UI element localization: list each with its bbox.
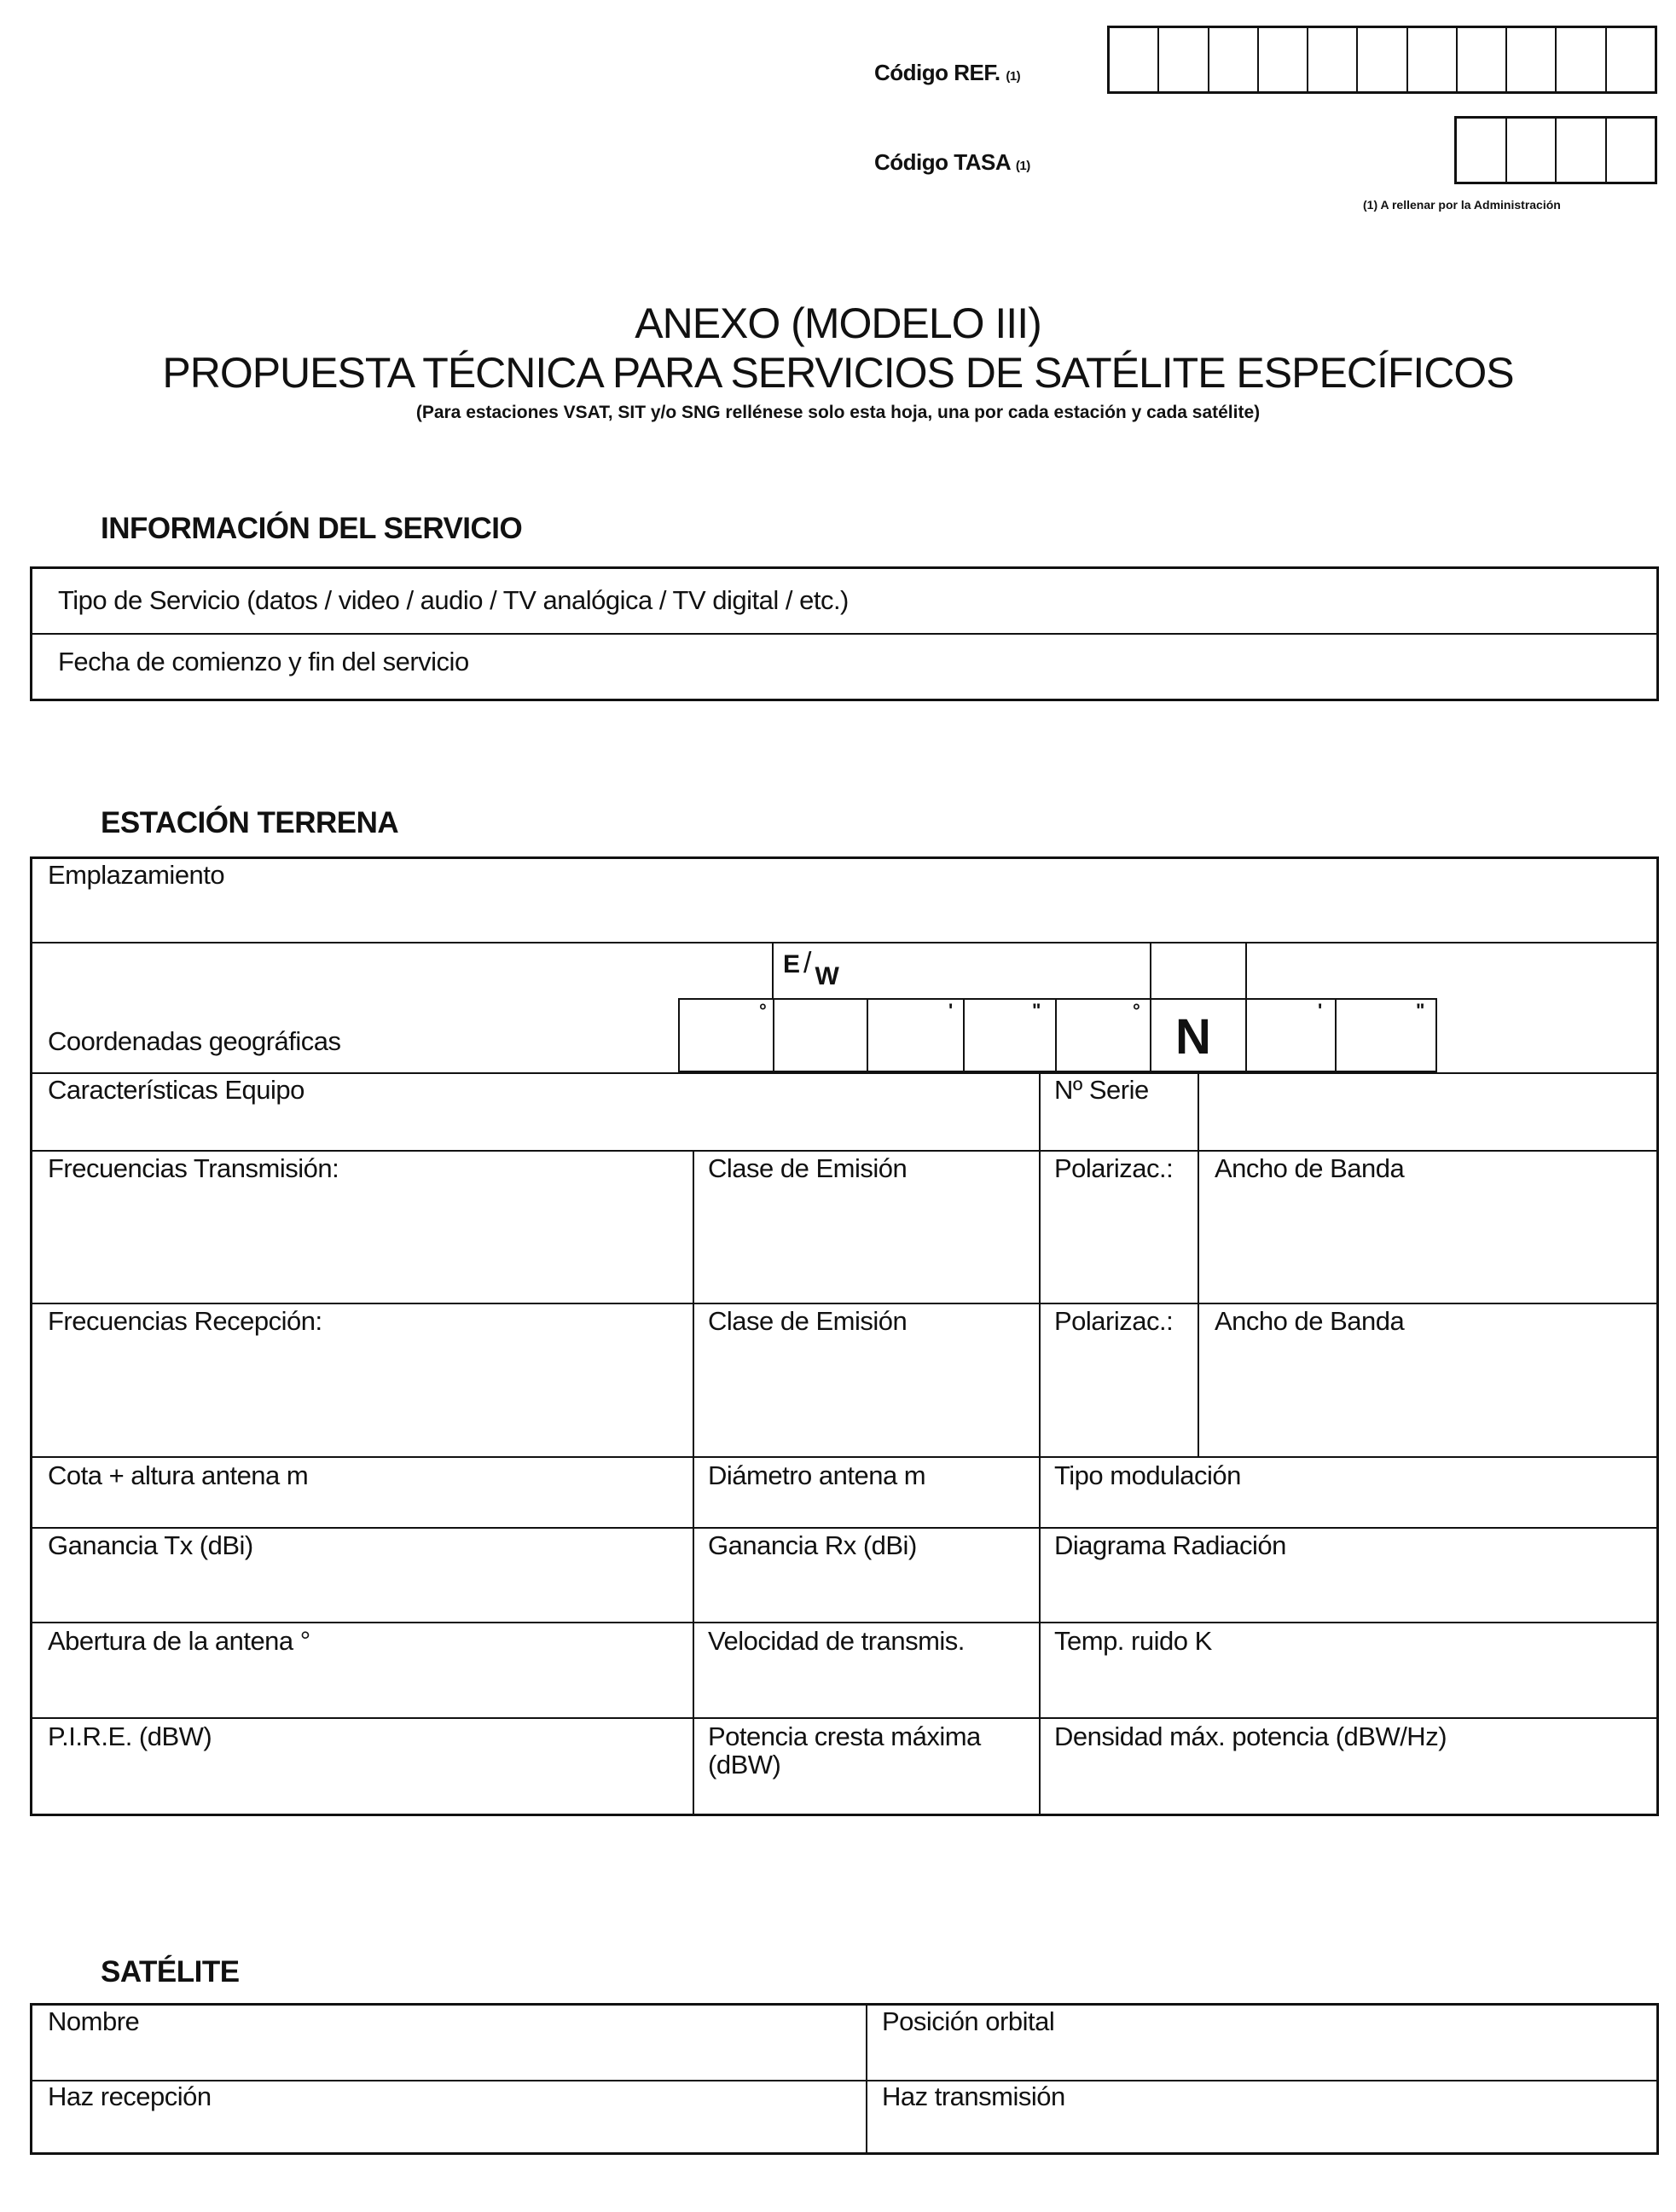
degree-mark: ° [759, 1000, 767, 1021]
haz-recepcion-field[interactable]: Haz recepción [48, 2081, 212, 2111]
divider [32, 1622, 1657, 1623]
freq-tx-field[interactable]: Frecuencias Transmisión: [48, 1153, 339, 1183]
divider [32, 2080, 1657, 2081]
second-mark: " [1032, 1000, 1041, 1021]
ref-digit-box[interactable] [1408, 28, 1458, 91]
tasa-digit-box[interactable] [1457, 119, 1507, 182]
divider [32, 1527, 1657, 1529]
densidad-potencia-field[interactable]: Densidad máx. potencia (dBW/Hz) [1054, 1721, 1447, 1751]
divider [32, 1456, 1657, 1458]
fecha-servicio-field[interactable]: Fecha de comienzo y fin del servicio [58, 647, 469, 676]
ref-digit-box[interactable] [1507, 28, 1557, 91]
polarizacion-tx-field[interactable]: Polarizac.: [1054, 1153, 1174, 1183]
section-heading-estacion: ESTACIÓN TERRENA [101, 806, 399, 839]
ref-digit-box[interactable] [1209, 28, 1259, 91]
caracteristicas-field[interactable]: Características Equipo [48, 1075, 304, 1105]
tasa-digit-box[interactable] [1557, 119, 1607, 182]
codigo-ref-label: Código REF. (1) [874, 60, 1021, 85]
tasa-digit-box[interactable] [1507, 119, 1557, 182]
ref-digit-box[interactable] [1458, 28, 1507, 91]
tipo-servicio-field[interactable]: Tipo de Servicio (datos / video / audio / TV analógica / TV digital / etc.) [58, 585, 849, 615]
ref-digit-box[interactable] [1607, 28, 1655, 91]
section-heading-satelite: SATÉLITE [101, 1955, 240, 1988]
ref-digit-box[interactable] [1159, 28, 1209, 91]
codigo-ref-boxes[interactable] [1107, 26, 1657, 94]
lat-minutes-box[interactable] [1245, 998, 1337, 1072]
lon-extra-box[interactable] [963, 998, 1057, 1072]
second-mark: " [1416, 1000, 1425, 1021]
divider [1245, 942, 1247, 998]
divider [866, 2005, 867, 2153]
diametro-antena-field[interactable]: Diámetro antena m [708, 1460, 926, 1490]
north-label: N [1175, 1009, 1211, 1065]
velocidad-transmision-field[interactable]: Velocidad de transmis. [708, 1626, 965, 1656]
haz-transmision-field[interactable]: Haz transmisión [882, 2081, 1065, 2111]
temp-ruido-field[interactable]: Temp. ruido K [1054, 1626, 1212, 1656]
divider [772, 942, 774, 998]
lon-minutes-box[interactable] [773, 998, 868, 1072]
ew-indicator[interactable]: E / W [783, 947, 839, 990]
clase-emision-rx-field[interactable]: Clase de Emisión [708, 1306, 908, 1336]
coordenadas-label: Coordenadas geográficas [48, 1026, 341, 1056]
footnote: (1) A rellenar por la Administración [1363, 198, 1561, 212]
codigo-tasa-label: Código TASA (1) [874, 149, 1030, 175]
clase-emision-tx-field[interactable]: Clase de Emisión [708, 1153, 908, 1183]
title-subtitle: (Para estaciones VSAT, SIT y/o SNG rellénese solo esta hoja, una por cada estación y cada satélite) [415, 403, 1261, 422]
divider [1039, 1072, 1041, 1814]
divider [693, 1150, 694, 1814]
divider [772, 942, 1245, 943]
ganancia-tx-field[interactable]: Ganancia Tx (dBi) [48, 1530, 253, 1560]
freq-rx-field[interactable]: Frecuencias Recepción: [48, 1306, 322, 1336]
divider [1150, 942, 1151, 998]
divider [32, 1303, 1657, 1304]
ancho-banda-rx-field[interactable]: Ancho de Banda [1215, 1306, 1405, 1336]
ref-digit-box[interactable] [1110, 28, 1159, 91]
divider [1198, 1072, 1199, 1456]
nombre-satelite-field[interactable]: Nombre [48, 2006, 140, 2036]
diagrama-radiacion-field[interactable]: Diagrama Radiación [1054, 1530, 1286, 1560]
divider [32, 1072, 1657, 1074]
abertura-antena-field[interactable]: Abertura de la antena ° [48, 1626, 310, 1656]
satelite-table [30, 2003, 1659, 2155]
ref-digit-box[interactable] [1259, 28, 1308, 91]
degree-mark: ° [1133, 1000, 1140, 1021]
codigo-tasa-boxes[interactable] [1454, 116, 1657, 184]
minute-mark: ' [1318, 1000, 1323, 1021]
ancho-banda-tx-field[interactable]: Ancho de Banda [1215, 1153, 1405, 1183]
ganancia-rx-field[interactable]: Ganancia Rx (dBi) [708, 1530, 917, 1560]
title-anexo: ANEXO (MODELO III) [635, 299, 1041, 347]
section-heading-servicio: INFORMACIÓN DEL SERVICIO [101, 512, 523, 545]
ref-digit-box[interactable] [1308, 28, 1358, 91]
ref-digit-box[interactable] [1557, 28, 1606, 91]
tipo-modulacion-field[interactable]: Tipo modulación [1054, 1460, 1241, 1490]
minute-mark: ' [948, 1000, 954, 1021]
tasa-digit-box[interactable] [1607, 119, 1656, 182]
pire-field[interactable]: P.I.R.E. (dBW) [48, 1721, 212, 1751]
posicion-orbital-field[interactable]: Posición orbital [882, 2006, 1055, 2036]
potencia-cresta-field[interactable]: Potencia cresta máxima (dBW) [708, 1721, 981, 1779]
title-propuesta: PROPUESTA TÉCNICA PARA SERVICIOS DE SATÉLITE ESPECÍFICOS [162, 349, 1514, 397]
ref-digit-box[interactable] [1358, 28, 1407, 91]
emplazamiento-field[interactable]: Emplazamiento [48, 860, 225, 890]
cota-altura-field[interactable]: Cota + altura antena m [48, 1460, 309, 1490]
divider [32, 633, 1657, 635]
serie-field[interactable]: Nº Serie [1054, 1075, 1149, 1105]
divider [32, 1150, 1657, 1152]
divider [32, 1717, 1657, 1719]
polarizacion-rx-field[interactable]: Polarizac.: [1054, 1306, 1174, 1336]
